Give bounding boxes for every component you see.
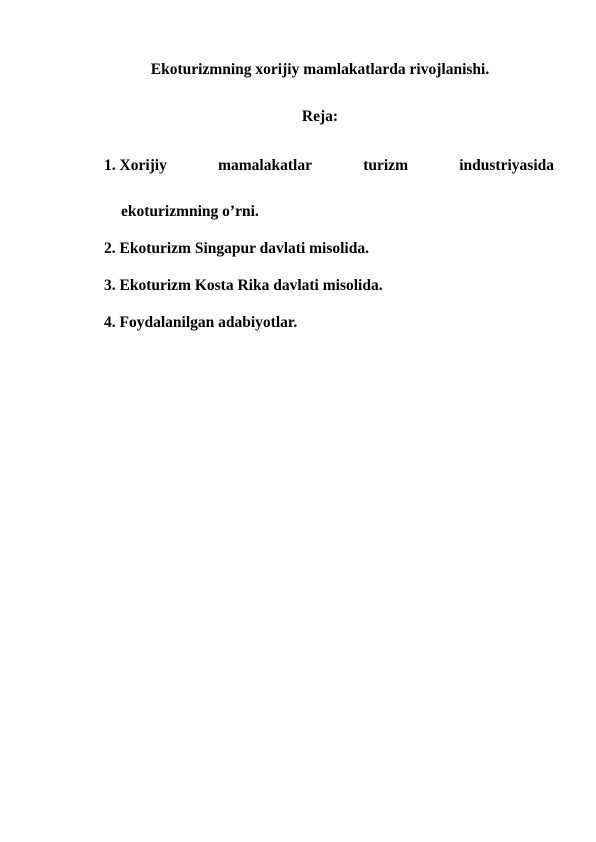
plan-heading: Reja: bbox=[301, 108, 339, 125]
plan-item-3: 3. Ekoturizm Kosta Rika davlati misolida. bbox=[104, 277, 383, 294]
plan-item-4: 4. Foydalanilgan adabiyotlar. bbox=[104, 314, 298, 331]
plan-item-1-first-word: 1. Xorijiy bbox=[104, 157, 167, 174]
plan-item-1 bbox=[104, 156, 554, 222]
plan-item-1-line bbox=[104, 156, 554, 176]
plan-item-1-continuation: ekoturizmning o’rni. bbox=[121, 203, 259, 220]
plan-item-1-word: industriyasida bbox=[459, 157, 554, 174]
plan-item-1-word: turizm bbox=[363, 157, 408, 174]
plan-item-1-word: mamalakatlar bbox=[218, 157, 312, 174]
plan-item-2: 2. Ekoturizm Singapur davlati misolida. bbox=[104, 240, 369, 257]
document-title: Ekoturizmning xorijiy mamlakatlarda rivojlanishi. bbox=[150, 61, 490, 78]
plan-list bbox=[104, 156, 554, 333]
